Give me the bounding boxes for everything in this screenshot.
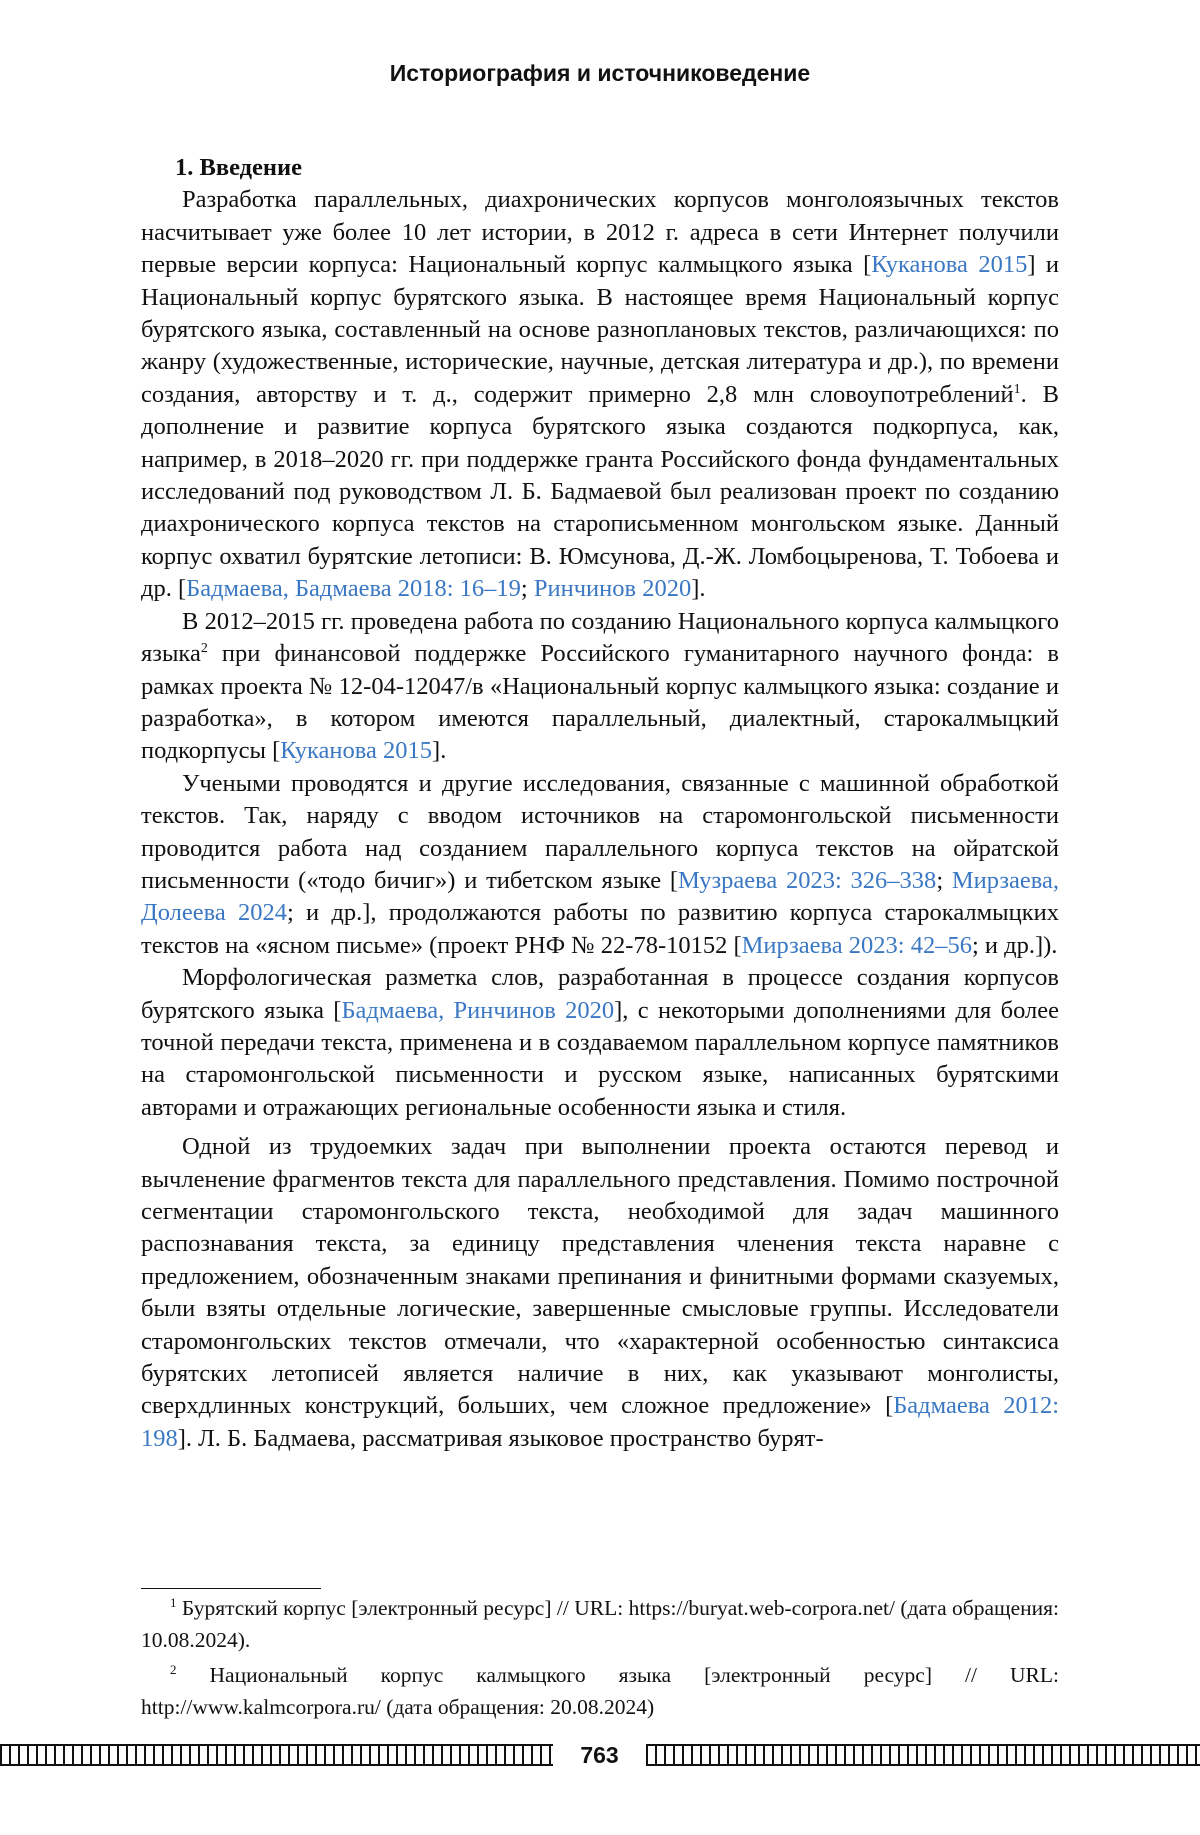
text: Морфологическая разметка слов, разработанная в процессе создания корпусов бурятского языка [ [141,964,1059,1024]
running-header: Историография и источниковедение [389,60,811,86]
footnotes [141,1592,1059,1726]
citation-link[interactable]: Мирзаева, Долеева 2024 [141,866,1060,927]
citation-link[interactable]: Куканова 2015 [871,251,1028,279]
citation-link[interactable]: Куканова 2015 [280,737,433,765]
text: ; [520,575,534,603]
paragraph-4 [141,962,1059,1124]
text: ], с некоторыми дополнениями для более точной передачи текста, применена и в создаваемом параллельном корпусе памятников на старомонгольской письменности и русском языке, написанных бурятскими авторами и отражающих региональные особенности языка и стиля. [141,996,1060,1121]
footnote-number: 2 [170,1661,177,1677]
text: В 2012–2015 гг. проведена работа по созданию Национального корпуса калмыцкого языка [141,607,1059,668]
meander-border-right [646,1744,1200,1766]
text: Учеными проводятся и другие исследования, связанные с машинной обработкой текстов. Так, наряду с вводом источников на старомонгольской письменности проводится работа над созданием параллельного корпуса текстов на ойратской письменности («тодо бичиг») и тибетском языке [ [141,769,1059,894]
paragraph-2 [141,606,1059,768]
citation-link[interactable]: Бадмаева, Бадмаева 2018: 16–19 [186,575,521,603]
text: Разработка параллельных, диахронических корпусов монголоязычных текстов насчитывает уже более 10 лет истории, в 2012 г. адреса в сети Интернет получили первые версии корпуса: Национальный корпус калмыцкого языка [ [141,186,1059,279]
footnote-marker[interactable]: 1 [1013,381,1021,397]
citation-link[interactable]: Бадмаева, Ринчинов 2020 [341,996,615,1024]
footnote-text: Национальный корпус калмыцкого языка [электронный ресурс] // URL: http://www.kalmcorpora.ru/ (дата обращения: 20.08.2024) [141,1663,1059,1719]
footnote-text: Бурятский корпус [электронный ресурс] // URL: https://buryat.web-corpora.net/ (дата обращения: 10.08.2024). [141,1596,1059,1652]
text: Одной из трудоемких задач при выполнении проекта остаются перевод и вычленение фрагментов текста для параллельного представления. Помимо построчной сегментации старомонгольского текста, необходимой для задач машинного распознавания текста, за единицу представления членения текста наравне с предложением, обозначенным знаками препинания и финитными формами сказуемых, были взяты отдельные логические, завершенные смысловые группы. Исследователи старомонгольских текстов отмечали, что «характерной особенностью синтаксиса бурятских летописей является наличие в них, как указывают монголисты, сверхдлинных конструкций, больших, чем сложное предложение» [ [141,1133,1059,1420]
paragraph-5 [141,1131,1059,1455]
text: ]. Л. Б. Бадмаева, рассматривая языковое пространство бурят- [177,1424,824,1452]
page-number: 763 [580,1742,619,1768]
text: при финансовой поддержке Российского гуманитарного научного фонда: в рамках проекта № 12-04-12047/в «Национальный корпус калмыцкого языка: создание и разработка», в котором имеются параллельный, диалектный, старокалмыцкий подкорпусы [ [141,640,1059,765]
text: ]. [432,737,447,765]
text: ; и др.], продолжаются работы по развитию корпуса старокалмыцких текстов на «ясном письме» (проект РНФ № 22-78-10152 [ [141,899,1059,959]
footnote-number: 1 [170,1594,177,1610]
text: ] и Национальный корпус бурятского языка. В настоящее время Национальный корпус бурятского языка, составленный на основе разноплановых текстов, различающихся: по жанру (художественные, исторические, научные, детская литература и др.), по времени создания, авторству и т. д., содержит примерно 2,8 млн словоупотреблений [141,251,1060,408]
text: ]. [691,575,706,603]
page-footer [0,1741,1200,1769]
paragraph-3 [141,768,1059,962]
meander-border-left [0,1744,553,1766]
footnote-2 [141,1659,1059,1723]
main-text [141,152,1059,1455]
footnote-divider [141,1588,321,1589]
section-heading: 1. Введение [175,154,302,181]
citation-link[interactable]: Ринчинов 2020 [533,575,692,603]
text: ; [936,866,952,894]
text: ; и др.]). [971,931,1058,959]
footnote-marker[interactable]: 2 [200,640,208,656]
citation-link[interactable]: Музраева 2023: 326–338 [678,866,937,894]
citation-link[interactable]: Бадмаева 2012: 198 [141,1392,1060,1452]
citation-link[interactable]: Мирзаева 2023: 42–56 [741,931,972,959]
paragraph-1 [141,184,1059,605]
footnote-1 [141,1592,1059,1656]
text: . В дополнение и развитие корпуса бурятского языка создаются подкорпуса, как, например, в 2018–2020 гг. при поддержке гранта Российского фонда фундаментальных исследований под руководством Л. Б. Бадмаевой был реализован проект по созданию диахронического корпуса текстов на старописьменном монгольском языке. Данный корпус охватил бурятские летописи: В. Юмсунова, Д.-Ж. Ломбоцыренова, Т. Тобоева и др. [ [141,380,1060,603]
